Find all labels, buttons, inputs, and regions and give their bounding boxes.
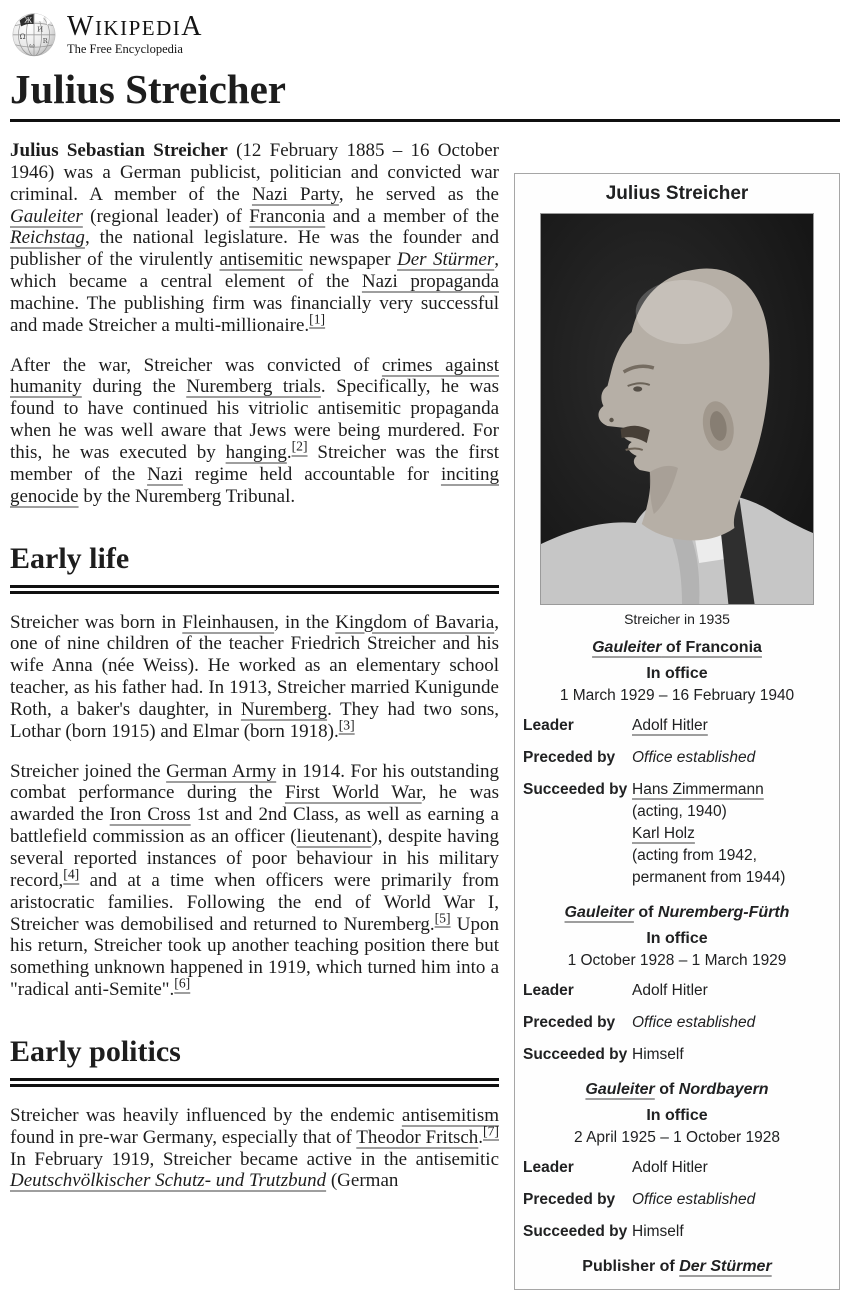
wiki-link[interactable]: Der Stürmer <box>397 249 495 271</box>
infobox-row-label: Preceded by <box>523 1014 616 1032</box>
article-content <box>10 140 840 1276</box>
text-run: Adolf Hitler <box>632 1159 708 1177</box>
infobox-value-line <box>632 1157 833 1179</box>
wiki-link[interactable]: German Army <box>166 760 277 782</box>
infobox-value-line <box>632 1221 833 1243</box>
infobox-row <box>515 1184 839 1216</box>
text-run: 1st and 2nd Class, as well as earning a battlefield commission as an officer ( <box>10 804 499 848</box>
text-run: Himself <box>632 1046 684 1064</box>
wiki-link[interactable]: Franconia <box>249 205 326 227</box>
wiki-link[interactable]: Gauleiter <box>10 205 83 227</box>
wikipedia-tagline: The Free Encyclopedia <box>67 42 183 56</box>
reference-link[interactable]: [3] <box>338 717 355 733</box>
wiki-link[interactable]: Reichstag <box>10 227 85 249</box>
text-run: of <box>633 904 658 922</box>
infobox-row-label: Leader <box>523 982 574 1000</box>
wiki-link[interactable]: First World War <box>284 782 422 804</box>
text-run: . Specifically, he was found to have continued his vitriolic antisemitic propaganda when he was well aware that Jews were being murdered. For this, he was executed by <box>10 376 499 464</box>
infobox-row <box>515 1007 839 1039</box>
svg-text:R: R <box>42 36 48 45</box>
text-run: machine. The publishing firm was financially very successful and made Streicher a multi-millionaire. <box>10 292 499 336</box>
wiki-link[interactable]: antisemitic <box>219 249 303 271</box>
svg-text:ω: ω <box>29 41 35 50</box>
infobox-office-header <box>515 1071 839 1102</box>
text-run: . <box>478 1126 484 1148</box>
infobox-office-header <box>515 1248 839 1279</box>
text-run: (acting from 1942, permanent from 1944) <box>632 847 786 887</box>
text-run: , one of nine children of the teacher Friedrich Streicher and his wife Anna (née Weiss). He worked as an elementary school teacher, as his father had. In 1913, Streicher married Kunigunde Roth, a baker's daughter, in <box>10 611 500 720</box>
page-title: Julius Streicher <box>10 66 840 122</box>
wiki-link[interactable]: inciting genocide <box>10 463 499 507</box>
infobox-value-line <box>632 779 833 801</box>
wiki-link[interactable]: Hans Zimmermann <box>632 781 764 799</box>
wiki-link[interactable]: Fleinhausen <box>182 611 275 633</box>
in-office-label: In office <box>646 930 708 948</box>
text-run: by the Nuremberg Tribunal. <box>78 485 296 507</box>
wiki-link[interactable]: Iron Cross <box>109 804 191 826</box>
wikipedia-logo[interactable] <box>10 8 840 66</box>
text-run: , in the <box>274 611 336 633</box>
portrait-photo[interactable] <box>540 213 814 605</box>
text-run: In February 1919, Streicher became active in the antisemitic <box>10 1148 499 1170</box>
reference-link[interactable]: [5] <box>434 910 451 926</box>
reference-link[interactable]: [2] <box>291 438 308 454</box>
infobox-row-value <box>632 1157 833 1179</box>
text-run: , he served as the <box>338 183 499 205</box>
text-run: Streicher was the first member of the <box>10 442 499 485</box>
text-run: Nordbayern <box>678 1081 769 1099</box>
infobox-row <box>515 1039 839 1071</box>
svg-text:Ж: Ж <box>24 16 33 25</box>
wikipedia-wordmark-text <box>67 13 203 41</box>
text-run: , the national legislature. He was the founder and publisher of the virulently <box>10 227 499 271</box>
infobox-value-line <box>632 980 833 1002</box>
text-run: newspaper <box>302 249 398 271</box>
text-run: (acting, 1940) <box>632 803 727 821</box>
wiki-link[interactable]: Nuremberg <box>240 698 328 720</box>
in-office-label: In office <box>646 665 708 683</box>
infobox-value-line <box>632 715 833 737</box>
infobox-row-value <box>632 779 833 889</box>
office-term: 2 April 1925 – 1 October 1928 <box>574 1129 780 1147</box>
text-run: (12 February 1885 – 16 October 1946) was a German publicist, politician and convicted war criminal. A member of the <box>10 140 500 205</box>
infobox-row-label: Succeeded by <box>523 1046 628 1064</box>
wiki-link[interactable]: Der Stürmer <box>679 1258 772 1276</box>
infobox-row-value <box>632 980 833 1002</box>
text-run: Adolf Hitler <box>632 982 708 1000</box>
wordmark-letter: W <box>67 11 95 42</box>
infobox-row-label: Succeeded by <box>523 781 628 799</box>
infobox-row-value <box>632 715 833 737</box>
text-run: Publisher of <box>582 1258 680 1276</box>
text-run: After the war, Streicher was convicted of <box>10 354 382 376</box>
text-run: during the <box>81 376 187 398</box>
text-run: (German <box>326 1170 399 1192</box>
text-run: , he was awarded the <box>10 782 499 826</box>
text-run: Himself <box>632 1223 684 1241</box>
wiki-link[interactable]: Gauleiter <box>585 1081 655 1099</box>
wiki-link[interactable]: lieutenant <box>296 826 372 848</box>
wiki-link[interactable]: antisemitism <box>401 1104 499 1126</box>
infobox-office-header <box>515 629 839 660</box>
wiki-link[interactable]: Kingdom of Bavaria <box>335 611 495 633</box>
office-term: 1 October 1928 – 1 March 1929 <box>567 952 787 970</box>
reference-link[interactable]: [6] <box>174 975 191 991</box>
text-run: . <box>286 442 292 464</box>
reference-link[interactable]: [1] <box>309 311 326 327</box>
text-run: . They had two sons, Lothar (born 1915) and Elmar (born 1918). <box>10 698 499 742</box>
infobox-value-line <box>632 801 833 823</box>
text-run: Julius Sebastian Streicher <box>10 140 228 162</box>
infobox-value-line <box>632 1012 833 1034</box>
text-run: Streicher joined the <box>10 760 167 782</box>
text-run: of <box>654 1081 679 1099</box>
infobox-row <box>515 774 839 894</box>
wiki-link[interactable]: Nazi <box>147 463 183 485</box>
wiki-link[interactable]: Nazi propaganda <box>361 271 499 293</box>
infobox-row <box>515 710 839 742</box>
infobox-value-line <box>632 845 833 889</box>
infobox <box>514 173 840 1290</box>
infobox-office-header <box>515 894 839 925</box>
infobox-value-line <box>632 1044 833 1066</box>
text-run: (regional leader) of <box>82 205 250 227</box>
infobox-row-label: Preceded by <box>523 1191 616 1209</box>
svg-text:И: И <box>37 25 44 34</box>
infobox-row-value <box>632 1189 833 1211</box>
text-run: Upon his return, Streicher took up another teaching position there but something unknown happened in 1919, which turned him into a "radical anti-Semite". <box>10 913 499 1001</box>
text-run: Streicher was born in <box>10 611 183 633</box>
infobox-row-label: Preceded by <box>523 749 616 767</box>
wordmark-letter: IKIPEDI <box>94 16 182 40</box>
wiki-link[interactable]: crimes against humanity <box>10 354 499 398</box>
infobox-row <box>515 1152 839 1184</box>
section-heading: Early life <box>10 542 499 594</box>
wiki-link[interactable]: Theodor Fritsch <box>356 1126 479 1148</box>
text-run: and a member of the <box>325 205 500 227</box>
infobox-value-line <box>632 823 833 845</box>
infobox-value-line <box>632 747 833 769</box>
page-header <box>10 8 840 122</box>
infobox-row-label: Leader <box>523 717 574 735</box>
infobox-value-line <box>632 1189 833 1211</box>
wiki-link[interactable]: Adolf Hitler <box>632 717 708 735</box>
wiki-link[interactable]: Gauleiter <box>592 639 662 657</box>
reference-link[interactable]: [7] <box>483 1123 499 1139</box>
infobox-title: Julius Streicher <box>605 183 749 205</box>
text-run: and at a time when officers were primarily from aristocratic families. Following the end of World War I, Streicher was demobilised and returned to Nuremberg. <box>10 869 499 935</box>
wiki-link[interactable]: hanging <box>225 442 287 464</box>
text-run: Nuremberg-Fürth <box>657 904 790 922</box>
text-run: Office established <box>632 1014 756 1032</box>
reference-link[interactable]: [4] <box>63 866 80 882</box>
infobox-body <box>515 629 839 1279</box>
text-run: in 1914. For his outstanding combat performance during the <box>10 760 500 804</box>
wiki-link[interactable]: Karl Holz <box>632 825 695 843</box>
infobox-row-value <box>632 1012 833 1034</box>
photo-caption: Streicher in 1935 <box>624 611 730 628</box>
wikipedia-wordmark[interactable] <box>67 8 203 57</box>
wiki-link[interactable]: Deutschvölkischer Schutz- und Trutzbund <box>10 1170 327 1192</box>
infobox-row <box>515 1216 839 1248</box>
wiki-link[interactable]: of Franconia <box>661 639 762 657</box>
infobox-row-value <box>632 1044 833 1066</box>
section-heading: Early politics <box>10 1035 499 1087</box>
text-run: , which became a central element of the <box>10 249 499 293</box>
text-run: regime held accountable for <box>182 463 441 485</box>
wiki-link[interactable]: Nuremberg trials <box>186 376 321 398</box>
wikipedia-globe-icon[interactable] <box>10 10 58 58</box>
in-office-label: In office <box>646 1107 708 1125</box>
office-term: 1 March 1929 – 16 February 1940 <box>559 687 795 705</box>
text-run: Office established <box>632 749 756 767</box>
wiki-link[interactable]: Gauleiter <box>564 904 634 922</box>
infobox-row-label: Leader <box>523 1159 574 1177</box>
svg-text:Ω: Ω <box>19 31 26 41</box>
text-run: Streicher was heavily influenced by the endemic <box>10 1104 402 1126</box>
text-run: Office established <box>632 1191 756 1209</box>
text-run: found in pre-war Germany, especially that of <box>10 1126 357 1148</box>
text-run: ), despite having several reported instances of poor behaviour in his military record, <box>10 826 499 891</box>
infobox-row-value <box>632 1221 833 1243</box>
infobox-row <box>515 742 839 774</box>
infobox-row-value <box>632 747 833 769</box>
wordmark-letter: A <box>181 11 203 42</box>
infobox-row-label: Succeeded by <box>523 1223 628 1241</box>
wiki-link[interactable]: Nazi Party <box>251 183 339 205</box>
infobox-row <box>515 975 839 1007</box>
